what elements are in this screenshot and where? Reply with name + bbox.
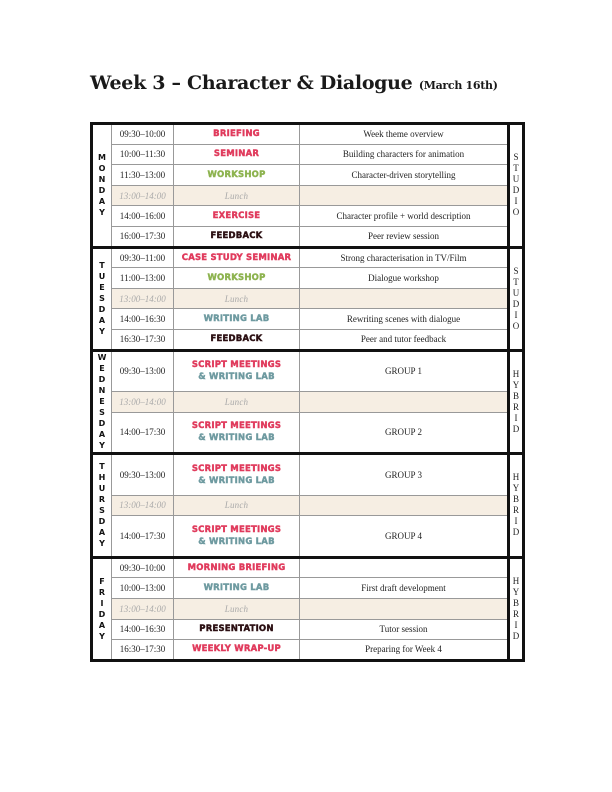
description-cell: GROUP 4 [300,516,509,558]
description-cell: Week theme overview [300,124,509,145]
description-cell: Character profile + world description [300,206,509,227]
table-row [92,329,524,350]
location-letter: U [512,287,520,298]
description-cell [300,557,509,578]
day-letter: D [98,419,106,429]
description-cell: Building characters for animation [300,144,509,165]
location-letter: I [514,309,518,320]
day-letter: A [98,430,106,440]
day-label [92,557,112,660]
table-row [92,268,524,289]
location-letter: B [512,597,519,608]
table-row [92,226,524,247]
day-letter: S [99,506,105,516]
session-type-label: SCRIPT MEETINGS [191,463,282,474]
day-letter: T [99,462,105,472]
session-type-label: FEEDBACK [210,334,263,345]
time-cell: 09:30–10:00 [112,557,174,578]
description-cell: Character-driven storytelling [300,165,509,186]
session-type-label: Lunch [224,603,249,614]
session-type [174,206,300,227]
session-type-label: WRITING LAB [203,314,270,325]
time-cell: 13:00–14:00 [112,288,174,309]
day-letter: I [100,598,104,608]
location-letter: R [512,401,519,412]
session-type-label: SCRIPT MEETINGS [191,524,282,535]
session-type-label: WEEKLY WRAP-UP [192,644,281,655]
day-letter: Y [99,539,105,549]
location-label [509,454,524,558]
time-cell: 10:00–13:00 [112,578,174,599]
time-cell: 13:00–14:00 [112,392,174,413]
time-cell: 16:30–17:30 [112,329,174,350]
day-letter: M [98,153,106,163]
day-label [92,124,112,248]
description-cell: Peer and tutor feedback [300,329,509,350]
location-label [509,247,524,350]
day-letter: H [98,473,106,483]
session-type-label: WRITING LAB [203,583,270,594]
day-letter: Y [99,327,105,337]
day-letter: D [98,609,106,619]
session-type-label: & WRITING LAB [198,372,275,383]
session-type [174,268,300,289]
location-letter: O [512,207,520,218]
day-letter: S [99,294,105,304]
location-letter: R [512,608,519,619]
location-letter: B [512,390,519,401]
location-letter: I [514,412,518,423]
session-type-label: MORNING BRIEFING [187,563,286,574]
session-type-label: SEMINAR [213,149,260,160]
description-cell: Preparing for Week 4 [300,640,509,661]
table-row [92,516,524,558]
location-letter: H [512,368,520,379]
day-letter: W [97,353,107,363]
time-cell: 14:00–17:30 [112,516,174,558]
session-type-label: EXERCISE [212,211,261,222]
session-type-label: WORKSHOP [207,169,266,180]
table-row [92,309,524,330]
day-letter: D [98,305,106,315]
time-cell: 13:00–14:00 [112,185,174,206]
location-letter: D [512,630,520,641]
table-row [92,144,524,165]
location-letter: U [512,174,520,185]
day-letter: D [98,517,106,527]
day-letter: F [99,576,105,586]
time-cell: 09:30–13:00 [112,454,174,496]
day-label [92,247,112,350]
day-letter: T [99,261,105,271]
day-letter: E [99,397,105,407]
location-letter: Y [512,379,520,390]
title-text: Week 3 – Character & Dialogue [90,72,413,94]
session-type [174,619,300,640]
session-type-label: SCRIPT MEETINGS [191,421,282,432]
session-type-label: Lunch [224,396,249,407]
time-cell: 16:00–17:30 [112,226,174,247]
time-cell: 11:00–13:00 [112,268,174,289]
day-letter: S [99,408,105,418]
day-letter: U [98,272,106,282]
table-row [92,185,524,206]
table-row [92,578,524,599]
location-letter: T [513,276,519,287]
session-type [174,350,300,392]
session-type [174,144,300,165]
time-cell: 14:00–16:00 [112,206,174,227]
time-cell: 09:30–10:00 [112,124,174,145]
location-letter: Y [512,483,520,494]
day-letter: A [98,197,106,207]
location-letter: Y [512,586,520,597]
session-type [174,516,300,558]
description-cell: GROUP 2 [300,412,509,454]
table-row [92,640,524,661]
location-label [509,557,524,660]
page-title [90,72,498,94]
session-type [174,557,300,578]
location-letter: D [512,423,520,434]
session-type [174,165,300,186]
location-letter: D [512,527,520,538]
description-cell: GROUP 1 [300,350,509,392]
day-label [92,350,112,454]
session-type [174,412,300,454]
location-label [509,124,524,248]
location-letter: H [512,575,520,586]
day-letter: O [98,164,106,174]
day-label [92,454,112,558]
session-type-label: & WRITING LAB [198,433,275,444]
table-row [92,619,524,640]
session-type [174,247,300,268]
table-row [92,392,524,413]
session-type [174,578,300,599]
day-letter: A [98,528,106,538]
time-cell: 09:30–11:00 [112,247,174,268]
day-letter: R [98,587,106,597]
session-type [174,454,300,496]
day-letter: R [98,495,106,505]
table-row [92,124,524,145]
description-cell: Strong characterisation in TV/Film [300,247,509,268]
location-letter: S [513,265,519,276]
location-letter: D [512,298,520,309]
session-type [174,392,300,413]
schedule-table [90,122,525,662]
day-letter: Y [99,631,105,641]
table-row [92,495,524,516]
location-letter: I [514,516,518,527]
location-letter: B [512,494,519,505]
session-type [174,640,300,661]
table-row [92,598,524,619]
session-type-label: Lunch [224,190,249,201]
table-row [92,206,524,227]
description-cell: Rewriting scenes with dialogue [300,309,509,330]
table-row [92,350,524,392]
time-cell: 10:00–11:30 [112,144,174,165]
session-type [174,185,300,206]
table-row [92,412,524,454]
description-cell [300,495,509,516]
day-letter: Y [99,441,105,451]
session-type-label: FEEDBACK [210,231,263,242]
session-type [174,329,300,350]
day-letter: N [98,175,106,185]
day-letter: A [98,620,106,630]
day-letter: N [98,386,106,396]
table-row [92,165,524,186]
location-letter: O [512,320,520,331]
description-cell [300,288,509,309]
location-letter: D [512,185,520,196]
session-type-label: WORKSHOP [207,272,266,283]
time-cell: 13:00–14:00 [112,495,174,516]
session-type-label: CASE STUDY SEMINAR [181,252,292,263]
description-cell: Dialogue workshop [300,268,509,289]
session-type [174,288,300,309]
day-letter: U [98,484,106,494]
day-letter: E [99,283,105,293]
location-letter: H [512,472,520,483]
session-type-label: Lunch [224,500,249,511]
description-cell [300,185,509,206]
location-label [509,350,524,454]
description-cell: First draft development [300,578,509,599]
table-row [92,454,524,496]
session-type [174,495,300,516]
day-letter: E [99,364,105,374]
session-type [174,226,300,247]
time-cell: 16:30–17:30 [112,640,174,661]
day-letter: D [98,186,106,196]
time-cell: 14:00–16:30 [112,619,174,640]
time-cell: 14:00–17:30 [112,412,174,454]
location-letter: S [513,152,519,163]
session-type-label: Lunch [224,293,249,304]
title-date: (March 16th) [418,79,498,92]
description-cell: GROUP 3 [300,454,509,496]
location-letter: I [514,196,518,207]
table-row [92,557,524,578]
time-cell: 11:30–13:00 [112,165,174,186]
session-type [174,598,300,619]
session-type-label: & WRITING LAB [198,475,275,486]
session-type-label: & WRITING LAB [198,536,275,547]
time-cell: 13:00–14:00 [112,598,174,619]
location-letter: I [514,619,518,630]
location-letter: R [512,505,519,516]
description-cell [300,392,509,413]
session-type [174,124,300,145]
table-row [92,288,524,309]
day-letter: Y [99,208,105,218]
session-type-label: SCRIPT MEETINGS [191,360,282,371]
description-cell [300,598,509,619]
session-type-label: BRIEFING [213,129,260,140]
day-letter: D [98,375,106,385]
session-type [174,309,300,330]
description-cell: Tutor session [300,619,509,640]
location-letter: T [513,163,519,174]
time-cell: 14:00–16:30 [112,309,174,330]
session-type-label: PRESENTATION [199,624,274,635]
day-letter: A [98,316,106,326]
table-row [92,247,524,268]
time-cell: 09:30–13:00 [112,350,174,392]
description-cell: Peer review session [300,226,509,247]
